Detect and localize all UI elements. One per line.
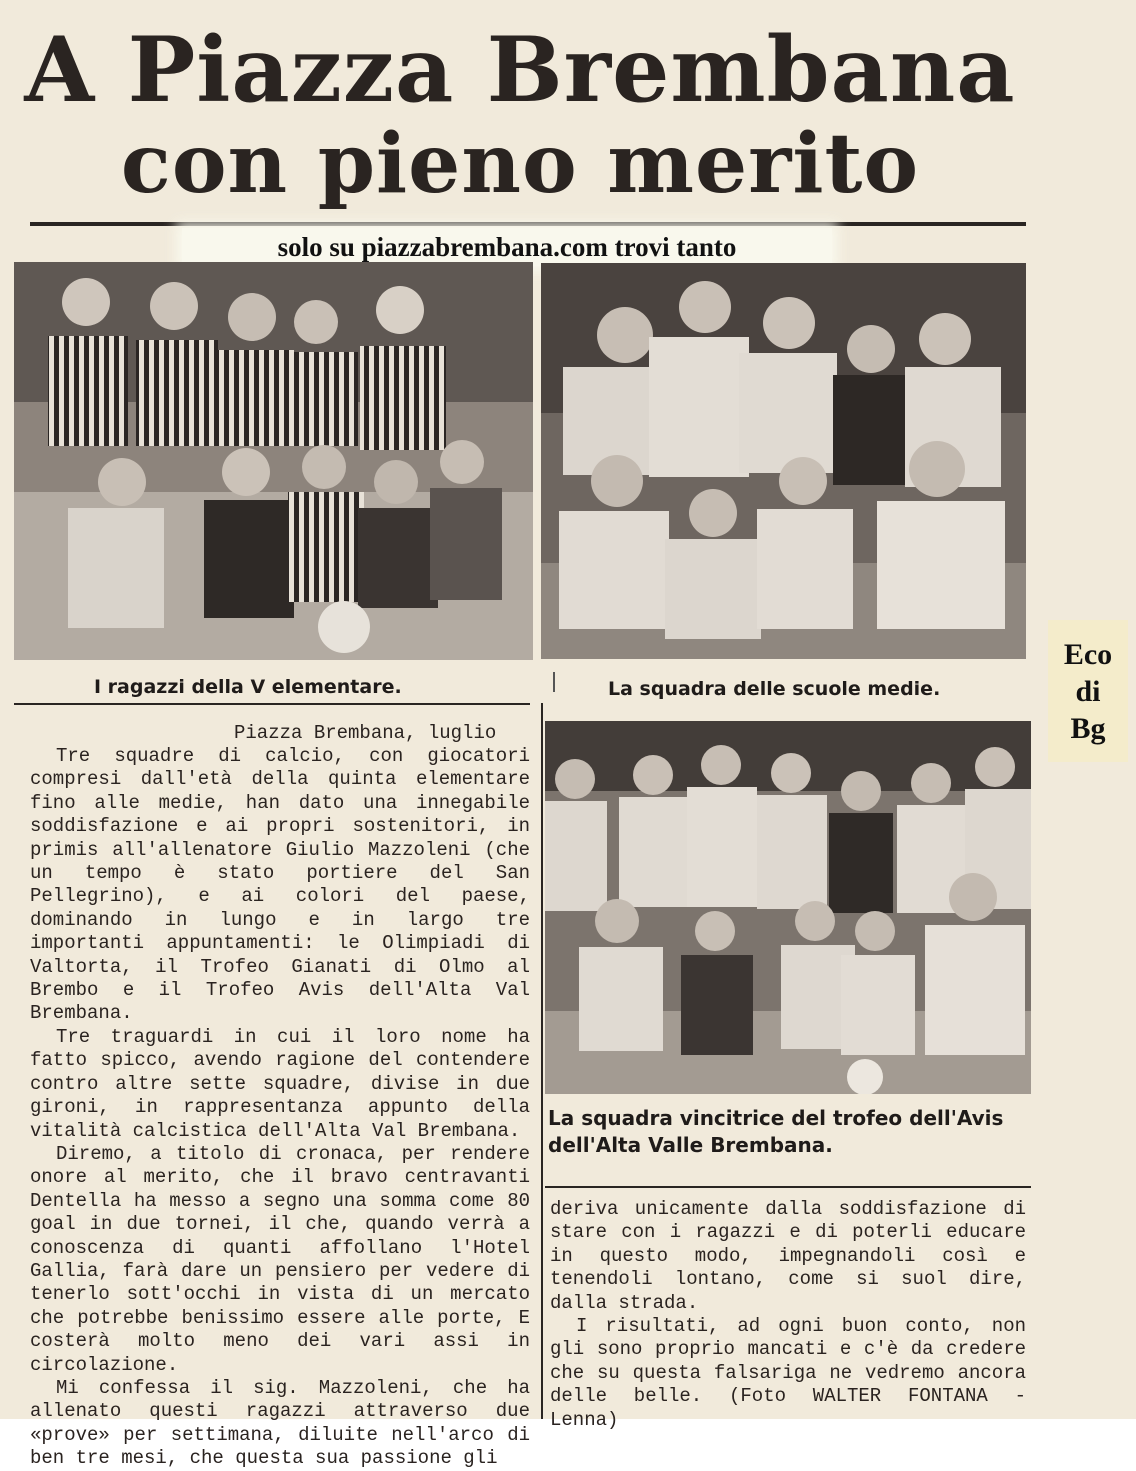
article-paragraph: deriva unicamente dalla soddisfazione di stare con i ragazzi e di poterli educare in questo modo, impegnandoli così e tenendoli lontano, come si suol dire, dalla strada.: [550, 1198, 1026, 1314]
article-paragraph: Mi confessa il sig. Mazzoleni, che ha allenato questi ragazzi attraverso due «prove» per settimana, diluite nell'arco di ben tre mesi, che questa sua passione gli: [30, 1376, 530, 1470]
article-paragraph: I risultati, ad ogni buon conto, non gli sono proprio mancati e c'è da credere che su questa falsariga ne vedremo ancora delle belle. (Foto WALTER FONTANA - Lenna): [550, 1315, 1026, 1431]
headline-rule: [30, 222, 1026, 226]
badge-line-1: Eco: [1063, 637, 1113, 671]
photo-v-elementare: [14, 262, 533, 660]
badge-line-3: Bg: [1070, 711, 1106, 745]
headline-line-2: con pieno merito: [120, 116, 920, 212]
article-column-2: [550, 1198, 1026, 1432]
caption-divider: [553, 672, 555, 692]
photo-scuole-medie: [541, 263, 1026, 659]
article-paragraph: Diremo, a titolo di cronaca, per rendere onore al merito, che il bravo centravanti Dentella ha messo a segno una somma come 80 goal in due tornei, il che, quando verrà a conoscenza di quanti affollano l'Hotel Gallia, farà dare un pensiero per vedere di tenerlo sott'occhi in vista di un mercato che potrebbe benissimo essere alle porte, E costerà molto meno dei vari assi in circolazione.: [30, 1142, 530, 1376]
eco-di-bergamo-badge: [1048, 620, 1128, 762]
headline-line-1: A Piazza Brembana: [24, 17, 1016, 123]
article-paragraph: Tre squadre di calcio, con giocatori compresi dall'età della quinta elementare fino alle medie, han dato una innegabile soddisfazione e ai propri sostenitori, in primis all'allenatore Giulio Mazzoleni (che un tempo è stato portiere del San Pellegrino), e ai colori del paese, dominando in lungo e in largo tre importanti appuntamenti: le Olimpiadi di Valtorta, il Trofeo Gianati di Olmo al Brembo e il Trofeo Avis dell'Alta Val Brembana.: [30, 745, 530, 1025]
caption-photo-2: La squadra delle scuole medie.: [608, 678, 941, 700]
rule-above-col2: [545, 1186, 1031, 1188]
caption-photo-3-line-2: dell'Alta Valle Brembana.: [548, 1133, 833, 1157]
column-divider: [541, 703, 543, 1419]
rule-above-article: [14, 703, 530, 705]
website-overlay-banner: solo su piazzabrembana.com trovi tanto: [182, 228, 832, 266]
article-column-1: [30, 745, 530, 1471]
article-place-date: Piazza Brembana, luglio: [234, 722, 497, 744]
photo-trofeo-avis: [545, 721, 1031, 1094]
article-paragraph: Tre traguardi in cui il loro nome ha fatto spicco, avendo ragione del contendere contro altre sette squadre, divise in due gironi, in rappresentanza appunto della vitalità calcistica dell'Alta Val Brembana.: [30, 1025, 530, 1142]
caption-photo-1: I ragazzi della V elementare.: [94, 676, 402, 698]
badge-line-2: di: [1075, 674, 1101, 708]
caption-photo-3-line-1: La squadra vincitrice del trofeo dell'Avis: [548, 1106, 1004, 1130]
